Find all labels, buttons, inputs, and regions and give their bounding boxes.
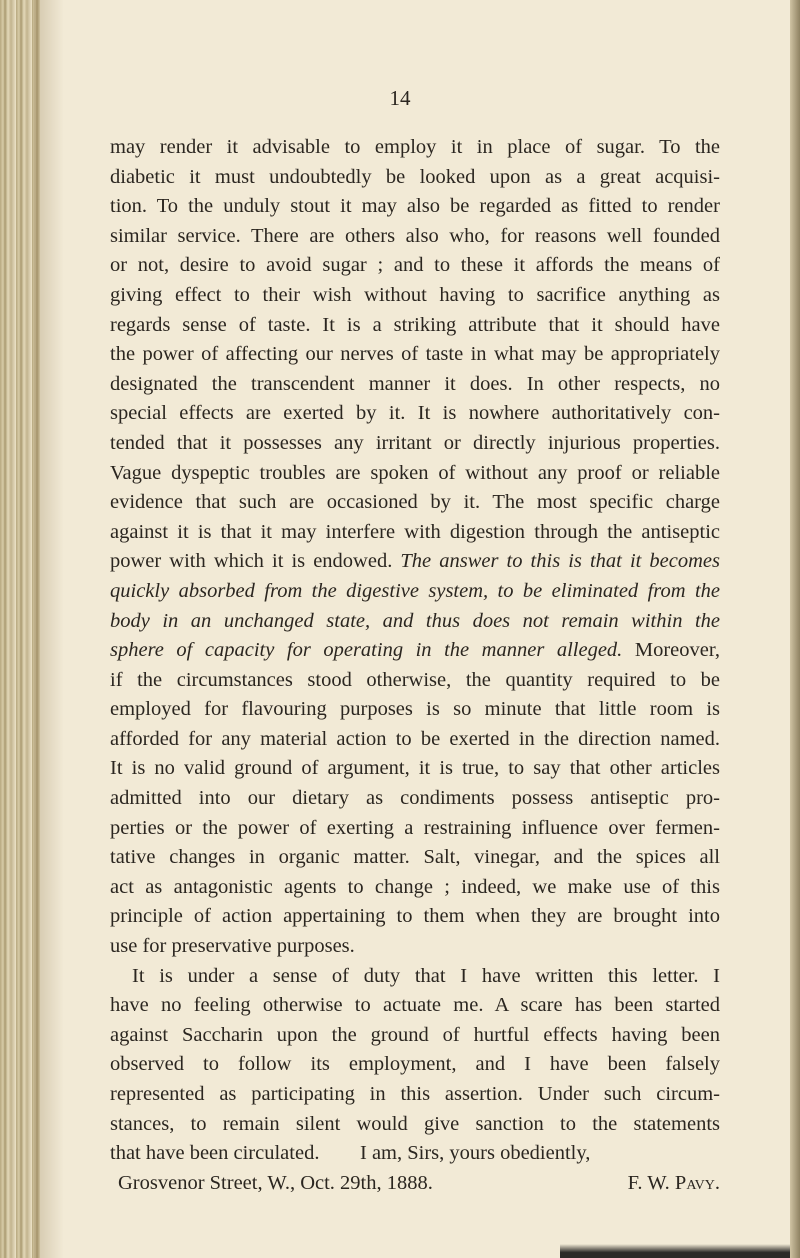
signature-line bbox=[110, 1169, 720, 1199]
text-line: giving effect to their wish without having to sacrifice anything as bbox=[110, 283, 720, 306]
page-number: 14 bbox=[389, 86, 411, 110]
italic-text: sphere of capacity for operating in the manner alleged. bbox=[110, 639, 623, 662]
text-line: against it is that it may interfere with digestion through the antiseptic bbox=[110, 520, 720, 543]
text-line: tion. To the unduly stout it may also be regarded as fitted to render bbox=[110, 195, 720, 218]
text-line: perties or the power of exerting a restraining influence over fermen- bbox=[110, 816, 720, 839]
text-line: diabetic it must undoubtedly be looked upon as a great acquisi- bbox=[110, 165, 720, 188]
text-line: afforded for any material action to be exerted in the direction named. bbox=[110, 727, 720, 750]
text-line: similar service. There are others also who, for reasons well founded bbox=[110, 224, 720, 247]
text-line: if the circumstances stood otherwise, the quantity required to be bbox=[110, 668, 720, 691]
page-bottom-shadow bbox=[560, 1244, 790, 1258]
text-line: tended that it possesses any irritant or directly injurious properties. bbox=[110, 431, 720, 454]
text-line: observed to follow its employment, and I have been falsely bbox=[110, 1053, 720, 1076]
text-line: tative changes in organic matter. Salt, vinegar, and the spices all bbox=[110, 846, 720, 869]
signature-name: F. W. Pavy. bbox=[627, 1171, 720, 1194]
signature-address: Grosvenor Street, W., Oct. 29th, 1888. bbox=[118, 1171, 433, 1194]
text-line: special effects are exerted by it. It is nowhere authoritatively con- bbox=[110, 402, 720, 425]
text-line: use for preservative purposes. bbox=[110, 935, 355, 958]
text-line: It is no valid ground of argument, it is true, to say that other articles bbox=[110, 757, 720, 780]
text-line: employed for flavouring purposes is so minute that little room is bbox=[110, 698, 720, 721]
gutter-shadow bbox=[34, 0, 64, 1258]
text-line: Vague dyspeptic troubles are spoken of without any proof or reliable bbox=[110, 461, 720, 484]
closing-left: that have been circulated. bbox=[110, 1142, 320, 1165]
text-line: principle of action appertaining to them when they are brought into bbox=[110, 905, 720, 928]
text-line bbox=[110, 636, 720, 666]
text-line: represented as participating in this assertion. Under such circum- bbox=[110, 1083, 720, 1105]
body-text bbox=[110, 133, 720, 1198]
text-line: evidence that such are occasioned by it. The most specific charge bbox=[110, 491, 720, 514]
italic-text: body in an unchanged state, and thus does not remain within the bbox=[110, 609, 720, 632]
text-line: stances, to remain silent would give sanction to the statements bbox=[110, 1112, 720, 1135]
text-line: admitted into our dietary as condiments possess antiseptic pro- bbox=[110, 787, 720, 810]
text-line: have no feeling otherwise to actuate me. A scare has been started bbox=[110, 994, 720, 1017]
roman-text: Moreover, bbox=[622, 639, 720, 662]
roman-text: power with which it is endowed. bbox=[110, 550, 401, 573]
text-line: designated the transcendent manner it does. In other respects, no bbox=[110, 372, 720, 395]
italic-line bbox=[110, 577, 720, 607]
text-line: the power of affecting our nerves of taste in what may be appropriately bbox=[110, 343, 720, 366]
text-line: act as antagonistic agents to change ; indeed, we make use of this bbox=[110, 875, 720, 898]
text-line: may render it advisable to employ it in place of sugar. To the bbox=[110, 136, 720, 158]
text-line: It is under a sense of duty that I have written this letter. I bbox=[132, 964, 720, 987]
italic-line bbox=[110, 607, 720, 637]
text-line: regards sense of taste. It is a striking attribute that it should have bbox=[110, 313, 720, 336]
text-line: against Saccharin upon the ground of hurtful effects having been bbox=[110, 1023, 720, 1046]
text-line bbox=[110, 547, 720, 577]
italic-text: quickly absorbed from the digestive system, to be eliminated from the bbox=[110, 579, 720, 602]
closing-salutation: I am, Sirs, yours obediently, bbox=[360, 1142, 591, 1165]
italic-text: The answer to this is that it becomes bbox=[400, 550, 720, 573]
text-line: or not, desire to avoid sugar ; and to these it affords the means of bbox=[110, 254, 720, 277]
closing-line bbox=[110, 1139, 720, 1169]
page-edge bbox=[790, 0, 800, 1258]
